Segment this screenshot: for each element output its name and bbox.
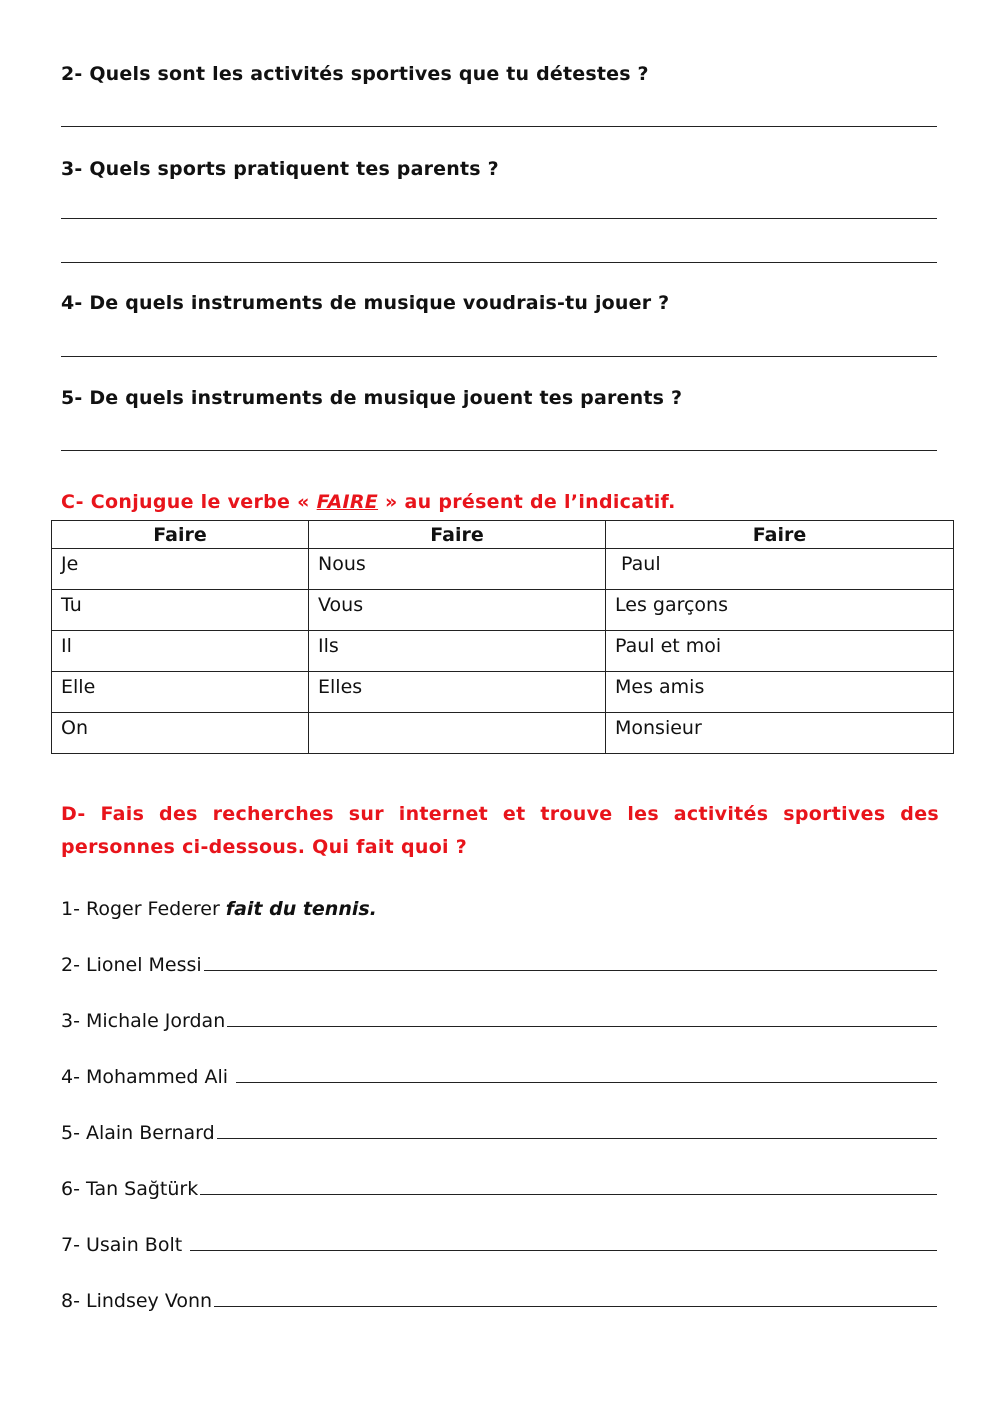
question-5: 5- De quels instruments de musique jouent tes parents ? — [61, 387, 683, 409]
person-name: 5- Alain Bernard — [61, 1122, 215, 1144]
person-name: 8- Lindsey Vonn — [61, 1290, 213, 1312]
question-3: 3- Quels sports pratiquent tes parents ? — [61, 158, 499, 180]
section-d-title: D- Fais des recherches sur internet et trouve les activités sportives des personnes ci-dessous. Qui fait quoi ? — [61, 803, 939, 858]
answer-line[interactable] — [61, 450, 937, 451]
table-cell[interactable]: Les garçons — [606, 590, 954, 631]
person-name: 7- Usain Bolt — [61, 1234, 189, 1256]
table-cell[interactable]: Elles — [309, 672, 606, 713]
person-answer-row — [61, 1228, 937, 1256]
answer-line[interactable] — [200, 1194, 937, 1195]
table-cell[interactable] — [309, 713, 606, 754]
person-answer-row — [61, 1172, 937, 1200]
table-header: Faire — [309, 521, 606, 549]
answer-line[interactable] — [227, 1026, 937, 1027]
table-row — [52, 631, 954, 672]
table-cell[interactable]: Monsieur — [606, 713, 954, 754]
table-cell[interactable]: Il — [52, 631, 309, 672]
person-answer-row — [61, 1284, 937, 1312]
question-4: 4- De quels instruments de musique voudrais-tu jouer ? — [61, 292, 670, 314]
answer-line[interactable] — [214, 1306, 937, 1307]
table-cell[interactable]: Tu — [52, 590, 309, 631]
person-name: 2- Lionel Messi — [61, 954, 202, 976]
table-cell[interactable]: On — [52, 713, 309, 754]
question-2: 2- Quels sont les activités sportives que tu détestes ? — [61, 63, 649, 85]
section-c-verb: FAIRE — [316, 491, 379, 513]
table-cell[interactable]: Elle — [52, 672, 309, 713]
table-cell[interactable]: Vous — [309, 590, 606, 631]
table-row — [52, 590, 954, 631]
person-answer-row — [61, 1116, 937, 1144]
section-c-suffix: » au présent de l’indicatif. — [378, 491, 676, 513]
table-header-row — [52, 521, 954, 549]
table-cell[interactable]: Nous — [309, 549, 606, 590]
table-cell[interactable]: Mes amis — [606, 672, 954, 713]
section-c-title — [61, 491, 676, 513]
example-answer-text: fait du tennis. — [225, 898, 377, 920]
person-answer-row — [61, 1004, 937, 1032]
table-row — [52, 549, 954, 590]
answer-line[interactable] — [61, 262, 937, 263]
answer-line[interactable] — [204, 970, 937, 971]
person-answer-row — [61, 1060, 937, 1088]
table-header: Faire — [52, 521, 309, 549]
person-name: 1- Roger Federer — [61, 898, 220, 920]
table-row — [52, 713, 954, 754]
answer-line[interactable] — [236, 1082, 937, 1083]
table-cell[interactable]: Paul — [606, 549, 954, 590]
answer-line[interactable] — [61, 218, 937, 219]
example-answer — [61, 892, 937, 920]
person-name: 4- Mohammed Ali — [61, 1066, 235, 1088]
table-cell[interactable]: Ils — [309, 631, 606, 672]
answer-line[interactable] — [61, 126, 937, 127]
answer-line[interactable] — [190, 1250, 937, 1251]
person-name: 3- Michale Jordan — [61, 1010, 226, 1032]
table-cell[interactable]: Je — [52, 549, 309, 590]
table-cell[interactable]: Paul et moi — [606, 631, 954, 672]
section-c-prefix: C- Conjugue le verbe « — [61, 491, 317, 513]
table-row — [52, 672, 954, 713]
answer-line[interactable] — [61, 356, 937, 357]
conjugation-table — [51, 520, 954, 754]
person-name: 6- Tan Sağtürk — [61, 1178, 199, 1200]
table-header: Faire — [606, 521, 954, 549]
person-answer-row — [61, 948, 937, 976]
answer-line[interactable] — [217, 1138, 937, 1139]
